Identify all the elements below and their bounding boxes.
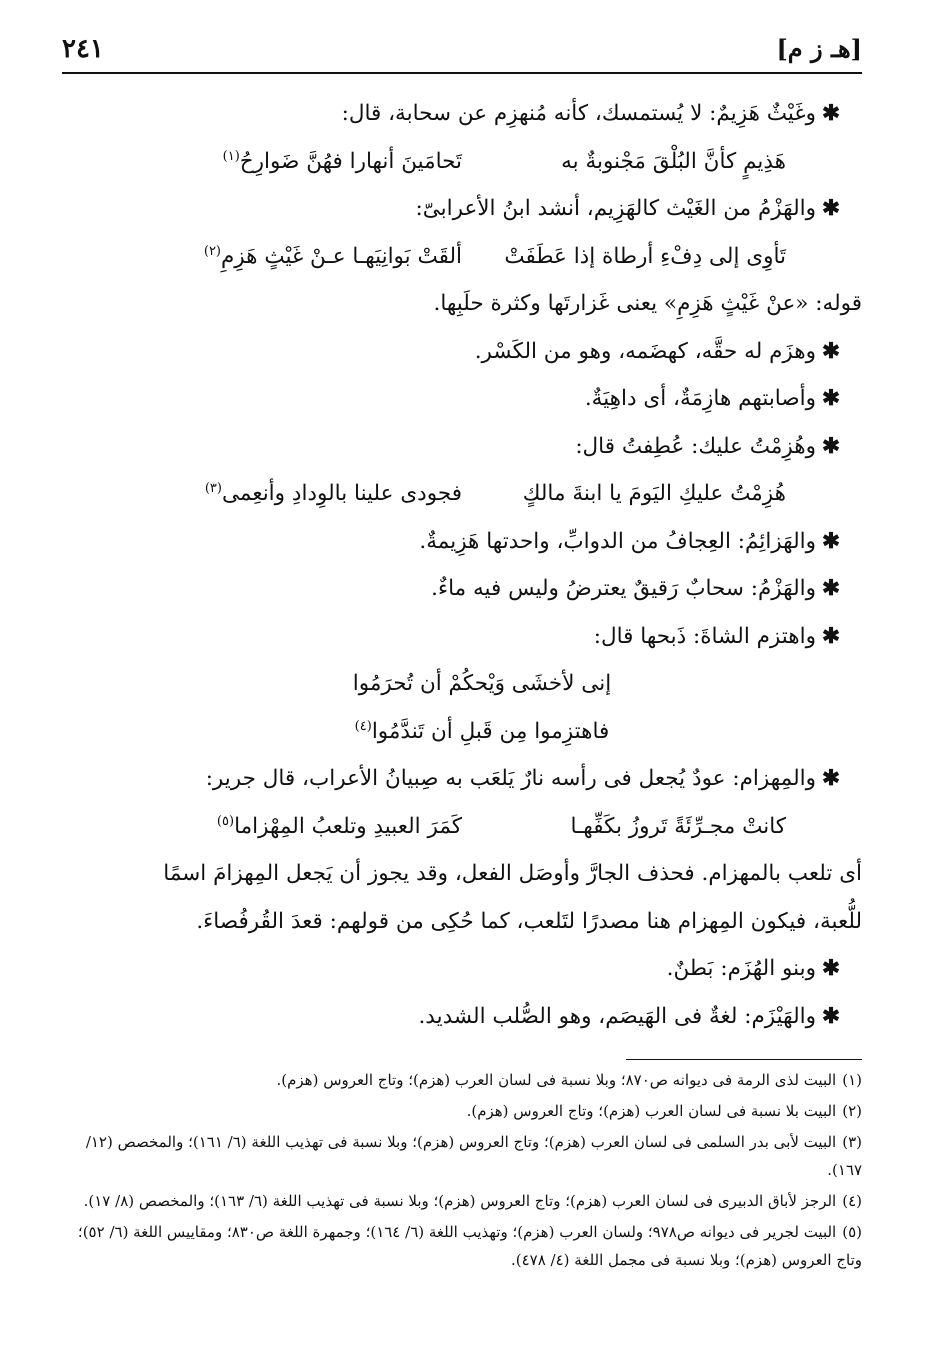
entry-star-icon: ✱ [821,101,840,126]
entry-text: وغَيْثٌ هَزِيمٌ: لا يُستمسك، كأنه مُنهزِم عن سحابة، قال: [341,101,816,126]
footnote-number: (٢) [842,1102,862,1120]
footnote-ref: (٥) [216,813,235,829]
entry-text: والهَزْمُ من الغَيْث كالهَزِيم، أنشد ابنُ الأعرابىّ: [415,196,816,221]
page-number: ٢٤١ [62,34,104,64]
verse-second-hemistich-text: كَمَرَ العبيدِ وتلعبُ المِهْزاما [234,813,462,839]
footnote [62,1187,862,1215]
verse-second-hemistich [205,470,462,521]
footnote-ref: (١) [222,148,240,164]
entry-text: وهزَم له حقَّه، كهضَمه، وهو من الكَسْر. [474,338,816,364]
entry-line [62,993,862,1041]
entry-star-icon: ✱ [821,1003,840,1029]
entry-text: والمِهزام: عودٌ يُجعل فى رأسه نارٌ يَلعَب به صِبيانُ الأعراب، قال جرير: [205,766,816,791]
verse-line [62,470,862,518]
rajaz-text: فاهتزِموا مِن قَبلِ أن تَندَّمُوا [371,718,610,744]
root-heading: [هـ ز م] [776,34,862,63]
verse-second-hemistich-text: تَحامَينَ أنهارا فهُنَّ ضَوارِحُ [239,148,462,174]
footnote [62,1097,862,1125]
prose-text: للُّعبة، فيكون المِهزام هنا مصدرًا لتَلعب، كما حُكِى من قولهم: قعدَ القُرفُصاءَ. [196,908,862,934]
rajaz-text: إنى لأخشَى وَيْحكُمْ أن تُحرَمُوا [352,671,612,696]
verse-first-hemistich: هُزِمْتُ عليكِ اليَومَ يا ابنةَ مالكٍ [522,481,786,506]
footnote-ref: (٤) [354,718,372,734]
header-rule [62,72,862,74]
verse-line [62,138,862,186]
entry-star-icon: ✱ [821,433,840,459]
footnote [62,1218,862,1274]
entry-text: واهتزم الشاةَ: ذَبحها قال: [593,623,816,649]
prose-text: قوله: «عنْ غَيْثٍ هَزِمِ» يعنى غَزارتَها وكثرة حلَبِها. [433,291,862,316]
verse-second-hemistich [217,803,462,854]
entry-star-icon: ✱ [821,528,840,554]
rajaz-line [62,708,862,756]
entry-line [62,565,862,613]
entry-text: والهَزْمُ: سحابٌ رَقيقٌ يعترضُ وليس فيه ماءٌ. [431,576,816,601]
page-body [62,90,862,1040]
entry-line [62,90,862,138]
rajaz-line [62,660,862,708]
prose-line [62,898,862,946]
footnote-text: البيت لذى الرمة فى ديوانه ص٨٧٠؛ وبلا نسبة فى لسان العرب (هزم)؛ وتاج العروس (هزم). [276,1071,837,1089]
entry-star-icon: ✱ [821,956,840,981]
verse-first-hemistich: تَأوِى إلى دِفْءِ أرطاة إذا عَطَفَتْ [504,243,786,269]
entry-line [62,423,862,471]
footnote [62,1128,862,1184]
prose-line [62,850,862,898]
verse-second-hemistich [223,138,462,189]
verse-second-hemistich [204,233,462,284]
entry-star-icon: ✱ [821,766,840,791]
entry-star-icon: ✱ [821,338,840,364]
entry-star-icon: ✱ [821,576,840,601]
footnote-number: (٣) [842,1133,862,1151]
footnote [62,1066,862,1094]
entry-line [62,755,862,803]
entry-text: وهُزِمْتُ عليك: عُطِفتُ قال: [575,433,816,459]
entry-line [62,185,862,233]
entry-text: والهَزائِمُ: العِجافُ من الدوابِّ، واحدتها هَزِيمةٌ. [419,528,816,554]
footnote-number: (١) [842,1071,862,1089]
footnote-number: (٤) [842,1192,862,1210]
footnote-rule [626,1059,862,1060]
footnote-number: (٥) [842,1223,862,1241]
footnote-text: البيت لجرير فى ديوانه ص٩٧٨؛ ولسان العرب (هزم)؛ وتهذيب اللغة (٦/ ١٦٤)؛ وجمهرة اللغة ص٨٣٠؛ ومقاييس اللغة (٦/ ٥٢)؛ وتاج العروس (هزم)؛ وبلا نسبة فى مجمل اللغة (٤/ ٤٧٨). [77,1223,862,1269]
entry-text: وأصابتهم هازِمَةٌ، أى داهِيَةٌ. [584,386,816,411]
page-header [62,34,862,74]
entry-star-icon: ✱ [821,623,840,649]
footnote-ref: (٣) [204,481,222,496]
entry-star-icon: ✱ [821,386,840,411]
verse-line [62,233,862,281]
verse-second-hemistich-text: ألقَتْ بَوانِيَهـا عـنْ غَيْثٍ هَزِمِ [221,243,462,269]
entry-line [62,328,862,376]
entry-line [62,375,862,423]
verse-second-hemistich-text: فجودى علينا بالوِدادِ وأنعِمى [221,481,462,506]
footnotes [62,1066,862,1277]
entry-text: وبنو الهُزَم: بَطنٌ. [666,956,816,981]
prose-line [62,280,862,328]
footnote-ref: (٢) [203,243,221,259]
entry-line [62,613,862,661]
verse-first-hemistich: هَذِيمٍ كأنَّ البُلْقَ مَجْنوبةٌ به [561,148,786,174]
footnote-text: البيت بلا نسبة فى لسان العرب (هزم)؛ وتاج العروس (هزم). [466,1102,837,1120]
entry-text: والهَيْزَم: لغةٌ فى الهَيصَم، وهو الصُّلب الشديد. [418,1003,816,1029]
verse-first-hemistich: كانتْ مجـرِّئَةً تَروزُ بكَفِّهـا [570,813,786,839]
entry-star-icon: ✱ [821,196,840,221]
verse-line [62,803,862,851]
footnote-text: البيت لأبى بدر السلمى فى لسان العرب (هزم)؛ وتاج العروس (هزم)؛ وبلا نسبة فى تهذيب اللغة (٦/ ١٦١)؛ والمخصص (١٢/ ١٦٧). [85,1133,862,1179]
entry-line [62,945,862,993]
footnote-text: الرجز لأباق الدبيرى فى لسان العرب (هزم)؛ وتاج العروس (هزم)؛ وبلا نسبة فى تهذيب اللغة (٦/ ١٦٣)؛ والمخصص (٨/ ١٧). [83,1192,837,1210]
entry-line [62,518,862,566]
prose-text: أى تلعب بالمهزام. فحذف الجارَّ وأوصَل الفعل، وقد يجوز أن يَجعل المِهزامَ اسمًا [163,861,862,886]
